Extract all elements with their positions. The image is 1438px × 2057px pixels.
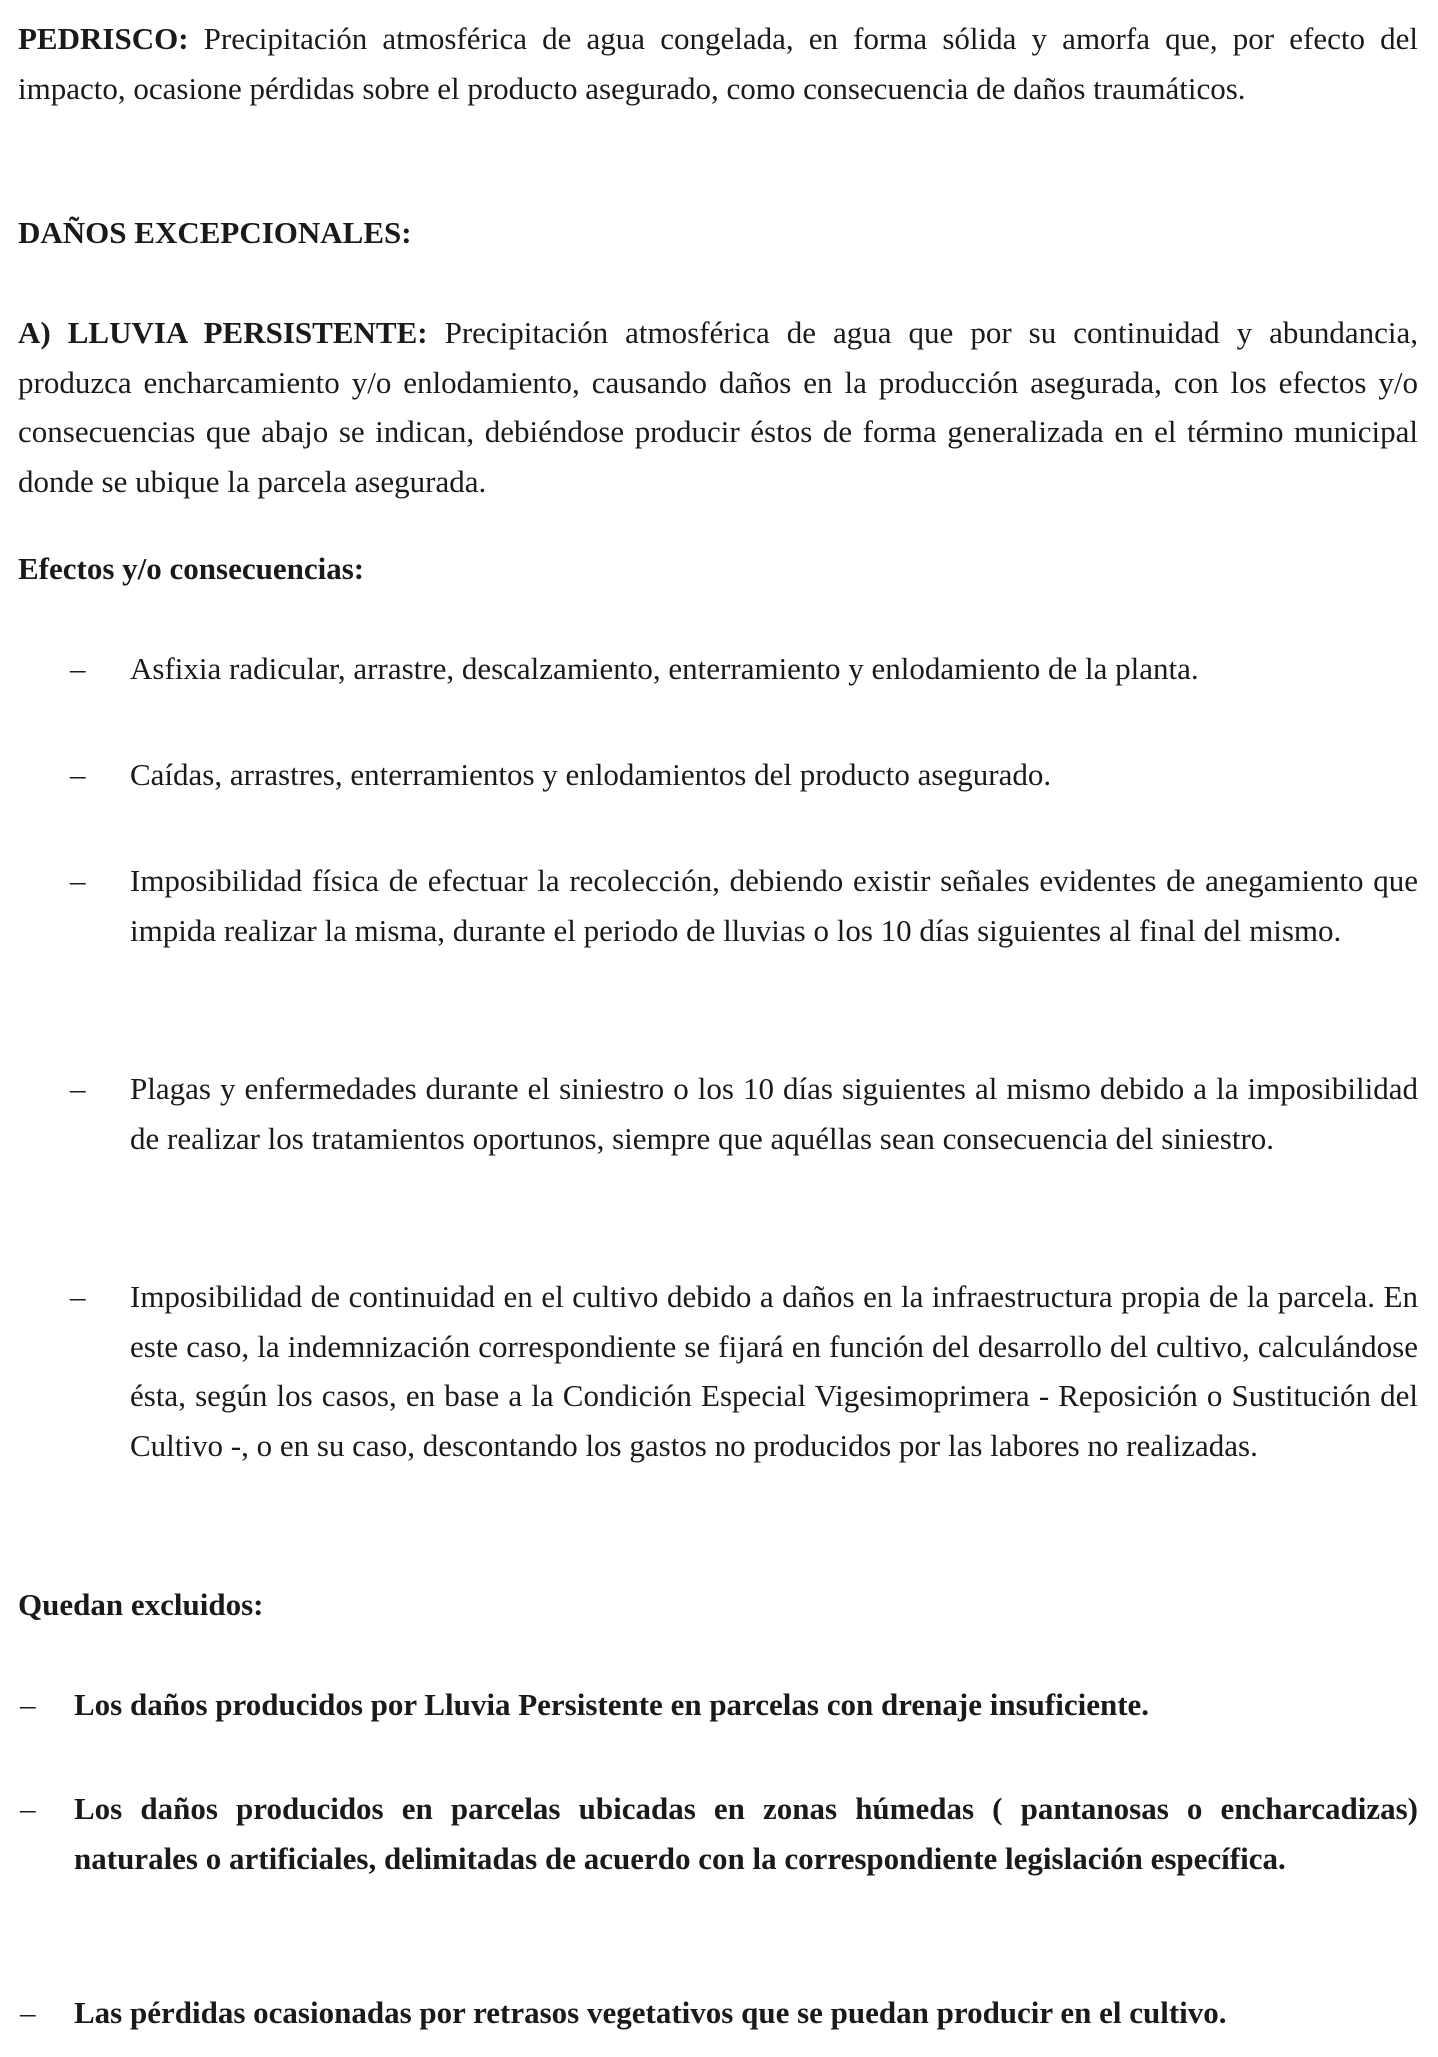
efecto-text: Imposibilidad de continuidad en el cultivo debido a daños en la infraestructura propia de la parcela. En este caso, la indemnización correspondiente se fijará en función del desarrollo del cultivo, calculándose ésta, según los casos, en base a la Condición Especial Vigesimoprimera - Reposición o Sustitución del Cultivo -, o en su caso, descontando los gastos no producidos por las labores no realizadas. <box>130 1279 1418 1463</box>
excluido-item <box>18 1680 1418 1730</box>
dash-marker: – <box>70 651 86 686</box>
excluido-text: Las pérdidas ocasionadas por retrasos vegetativos que se puedan producir en el cultivo. <box>74 1995 1227 2030</box>
excluido-item <box>18 1784 1418 1883</box>
efecto-text: Plagas y enfermedades durante el siniestro o los 10 días siguientes al mismo debido a la imposibilidad de realizar los tratamientos oportunos, siempre que aquéllas sean consecuencia del siniestro. <box>130 1071 1418 1156</box>
efecto-text: Caídas, arrastres, enterramientos y enlodamientos del producto asegurado. <box>130 757 1052 792</box>
excluido-text: Los daños producidos en parcelas ubicadas en zonas húmedas ( pantanosas o encharcadizas) naturales o artificiales, delimitadas de acuerdo con la correspondiente legislación específica. <box>74 1791 1418 1876</box>
danos-excepcionales-heading: DAÑOS EXCEPCIONALES: <box>18 215 412 250</box>
efectos-heading: Efectos y/o consecuencias: <box>18 551 365 586</box>
efecto-text: Imposibilidad física de efectuar la recolección, debiendo existir señales evidentes de anegamiento que impida realizar la misma, durante el periodo de lluvias o los 10 días siguientes al final del mismo. <box>130 863 1418 948</box>
efecto-item <box>18 1064 1418 1163</box>
dash-marker: – <box>70 863 86 898</box>
lluvia-persistente-text: Precipitación atmosférica de agua que por su continuidad y abundancia, produzca encharcamiento y/o enlodamiento, causando daños en la producción asegurada, con los efectos y/o consecuencias que abajo se indican, debiéndose producir éstos de forma generalizada en el término municipal donde se ubique la parcela asegurada. <box>18 315 1419 499</box>
excluido-item <box>18 1988 1418 2038</box>
efecto-item <box>18 856 1418 955</box>
efecto-item <box>18 1272 1418 1470</box>
efecto-text: Asfixia radicular, arrastre, descalzamiento, enterramiento y enlodamiento de la planta. <box>130 651 1199 686</box>
lluvia-persistente-term: A) LLUVIA PERSISTENTE: <box>18 315 428 350</box>
excluido-text: Los daños producidos por Lluvia Persistente en parcelas con drenaje insuficiente. <box>74 1687 1150 1722</box>
pedrisco-paragraph <box>18 14 1418 113</box>
pedrisco-text: Precipitación atmosférica de agua congelada, en forma sólida y amorfa que, por efecto del impacto, ocasione pérdidas sobre el producto asegurado, como consecuencia de daños traumáticos. <box>18 21 1418 106</box>
dash-marker: – <box>20 1995 36 2030</box>
dash-marker: – <box>70 1279 86 1314</box>
efecto-item <box>18 750 1418 800</box>
dash-marker: – <box>70 1071 86 1106</box>
pedrisco-term: PEDRISCO: <box>18 21 189 56</box>
excluidos-heading: Quedan excluidos: <box>18 1587 264 1622</box>
efecto-item <box>18 644 1418 694</box>
dash-marker: – <box>70 757 86 792</box>
dash-marker: – <box>20 1791 36 1826</box>
lluvia-persistente-paragraph <box>18 308 1418 506</box>
dash-marker: – <box>20 1687 36 1722</box>
